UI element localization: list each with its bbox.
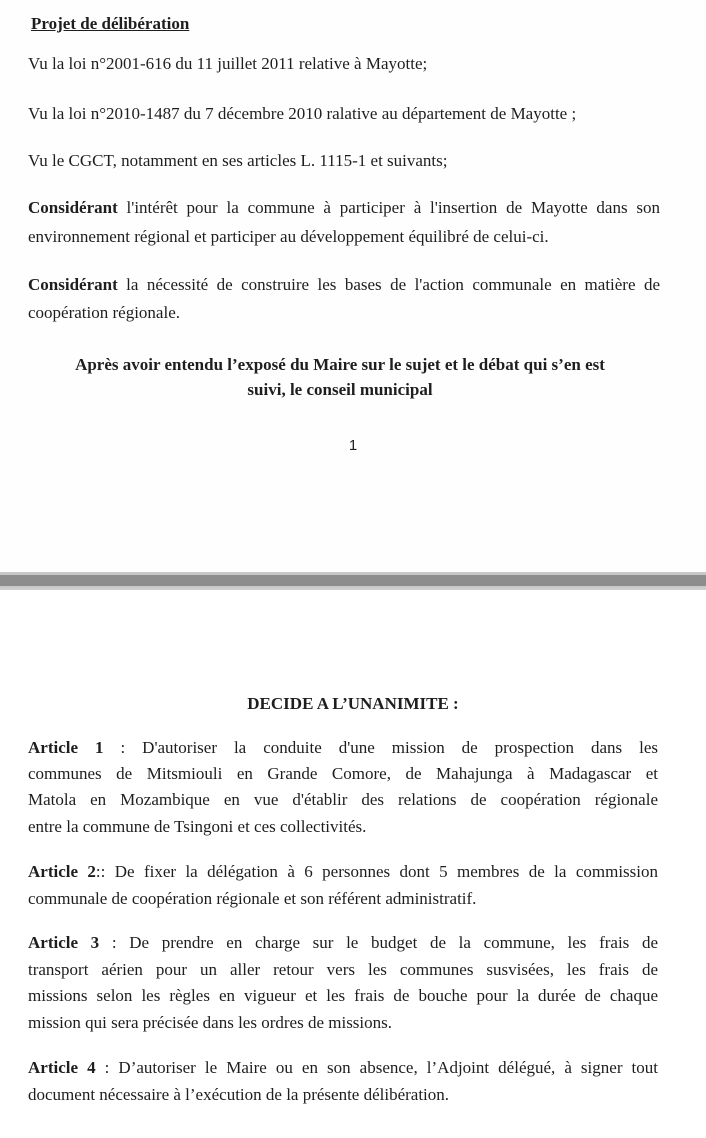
article-1-line-3: Matola en Mozambique en vue d'établir des relations de coopération régionale: [28, 790, 658, 809]
article-3-line-2: transport aérien pour un aller retour vers les communes susvisées, les frais de: [28, 960, 658, 979]
article-2-line-1: [28, 862, 658, 882]
article-1-text-1: : D'autoriser la conduite d'une mission de prospection dans les: [103, 738, 658, 757]
article-3-line-1: [28, 933, 658, 953]
decision-heading: DECIDE A L’UNANIMITE :: [247, 694, 459, 713]
article-1-line-1: [28, 738, 658, 758]
article-4-line-1: [28, 1058, 658, 1078]
visa-cgct: Vu le CGCT, notamment en ses articles L. 1115-1 et suivants;: [28, 151, 448, 170]
article-4-text-1: : D’autoriser le Maire ou en son absence, l’Adjoint délégué, à signer tout: [95, 1058, 658, 1077]
considerant-1-lead: Considérant: [28, 198, 118, 217]
document-title: Projet de délibération: [31, 14, 190, 33]
article-1-line-2: communes de Mitsmiouli en Grande Comore, de Mahajunga à Madagascar et: [28, 764, 658, 783]
considerant-2-lead: Considérant: [28, 275, 118, 294]
visa-loi-2010: Vu la loi n°2010-1487 du 7 décembre 2010 ralative au département de Mayotte ;: [28, 104, 577, 123]
article-4-lead: Article 4: [28, 1058, 96, 1077]
page-separator: [0, 572, 706, 590]
article-4-line-2: document nécessaire à l’exécution de la présente délibération.: [28, 1085, 450, 1104]
considerant-2-line-1: [28, 275, 660, 295]
considerant-1-text-1: l'intérêt pour la commune à participer à l'insertion de Mayotte dans son: [117, 198, 660, 217]
article-1-lead: Article 1: [28, 738, 104, 757]
page-2: [0, 590, 706, 1138]
apres-line-1: Après avoir entendu l’exposé du Maire sur le sujet et le débat qui s’en est: [75, 355, 605, 374]
page-number: 1: [348, 437, 358, 454]
article-3-line-4: mission qui sera précisée dans les ordres de missions.: [28, 1013, 393, 1032]
apres-line-2: suivi, le conseil municipal: [247, 380, 433, 399]
article-3-text-1: : De prendre en charge sur le budget de la commune, les frais de: [99, 933, 658, 952]
considerant-2-text-1: la nécessité de construire les bases de l'action communale en matière de: [117, 275, 660, 294]
article-1-line-4: entre la commune de Tsingoni et ces collectivités.: [28, 817, 367, 836]
visa-loi-2001: Vu la loi n°2001-616 du 11 juillet 2011 relative à Mayotte;: [28, 54, 428, 73]
article-2-lead: Article 2: [28, 862, 96, 881]
article-3-line-3: missions selon les règles en vigueur et les frais de bouche pour la durée de chaque: [28, 986, 658, 1005]
article-2-text-1: :: De fixer la délégation à 6 personnes dont 5 membres de la commission: [95, 862, 658, 881]
considerant-1-line-1: [28, 198, 660, 218]
article-3-lead: Article 3: [28, 933, 100, 952]
article-2-line-2: communale de coopération régionale et son référent administratif.: [28, 889, 477, 908]
considerant-1-line-2: environnement régional et participer au développement équilibré de celui-ci.: [28, 227, 549, 246]
considerant-2-line-2: coopération régionale.: [28, 303, 180, 322]
